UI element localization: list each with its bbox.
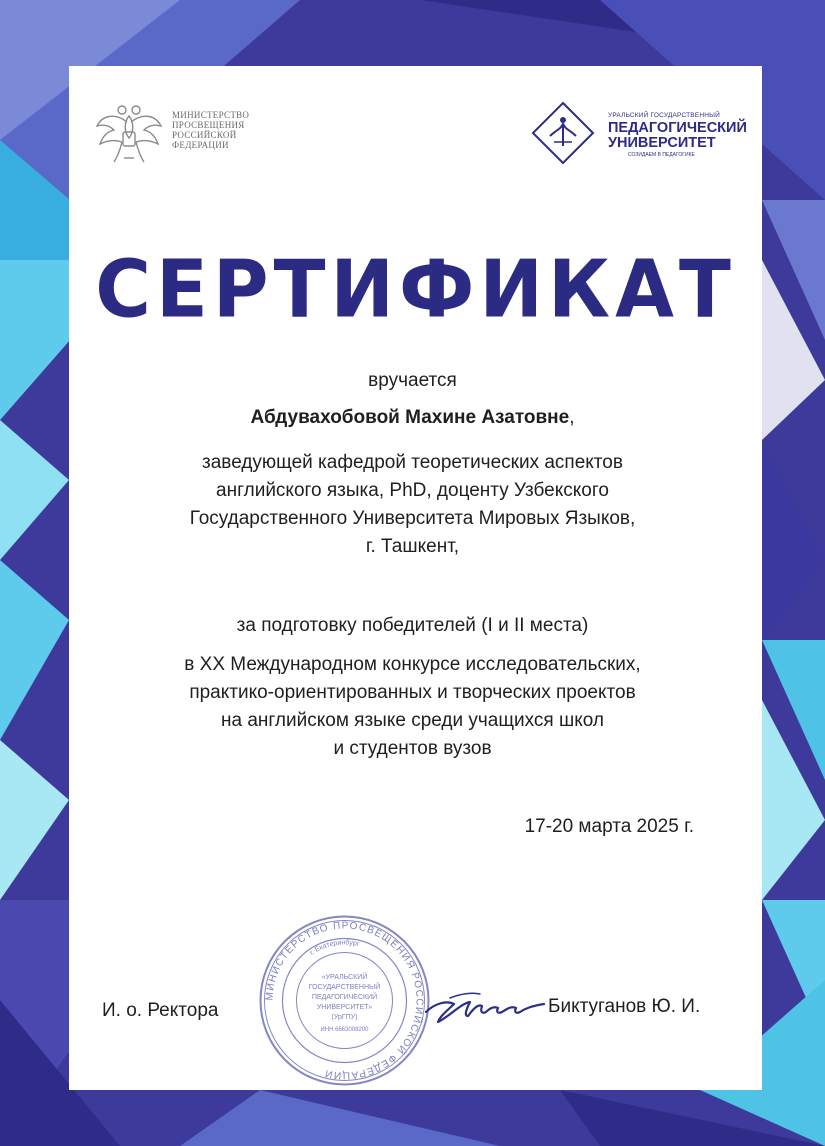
awarded-text: вручается bbox=[368, 370, 457, 391]
contest-line: и студентов вузов bbox=[333, 738, 492, 759]
ministry-logo bbox=[94, 102, 284, 166]
recipient-line bbox=[0, 404, 825, 431]
svg-text:(УрГПУ): (УрГПУ) bbox=[331, 1014, 358, 1021]
ministry-line: ПРОСВЕЩЕНИЯ bbox=[172, 120, 245, 130]
position-line: Государственного Университета Мировых Языков, bbox=[189, 508, 636, 529]
university-small-caption: УРАЛЬСКИЙ ГОСУДАРСТВЕННЫЙ bbox=[608, 112, 720, 119]
university-emblem-icon bbox=[530, 100, 596, 166]
svg-text:УНИВЕРСИТЕТ»: УНИВЕРСИТЕТ» bbox=[316, 1004, 373, 1011]
svg-text:г. Екатеринбург: г. Екатеринбург bbox=[308, 939, 361, 957]
contest-line: на английском языке среди учащихся школ bbox=[221, 710, 604, 731]
university-tagline: СОЗИДАЕМ В ПЕДАГОГИКЕ bbox=[628, 152, 695, 158]
eagle-emblem-icon bbox=[94, 102, 164, 166]
recipient-comma: , bbox=[569, 407, 575, 428]
svg-text:МИНИСТЕРСТВО ПРОСВЕЩЕНИЯ РОССИ: МИНИСТЕРСТВО ПРОСВЕЩЕНИЯ РОССИЙСКОЙ ФЕДЕРАЦИИ bbox=[264, 920, 425, 1081]
certificate-title: СЕРТИФИКАТ bbox=[95, 241, 736, 336]
event-date: 17-20 марта 2025 г. bbox=[524, 816, 694, 837]
position-line: г. Ташкент, bbox=[365, 536, 460, 557]
svg-text:«УРАЛЬСКИЙ: «УРАЛЬСКИЙ bbox=[321, 974, 368, 981]
contest-line: в XX Международном конкурсе исследовательских, bbox=[184, 654, 641, 675]
position-line: заведующей кафедрой теоретических аспектов bbox=[202, 452, 623, 473]
svg-text:ПЕДАГОГИЧЕСКИЙ: ПЕДАГОГИЧЕСКИЙ bbox=[311, 994, 378, 1001]
ministry-name bbox=[172, 110, 249, 150]
ministry-line: ФЕДЕРАЦИИ bbox=[172, 140, 229, 150]
signer-name: Биктуганов Ю. И. bbox=[548, 996, 701, 1017]
university-name-line1: ПЕДАГОГИЧЕСКИЙ bbox=[608, 120, 747, 136]
official-seal-stamp bbox=[257, 913, 432, 1088]
ministry-line: РОССИЙСКОЙ bbox=[172, 130, 237, 140]
contest-line: практико-ориентированных и творческих проектов bbox=[189, 682, 636, 703]
handwritten-signature bbox=[420, 982, 550, 1032]
reason-text: за подготовку победителей (I и II места) bbox=[236, 615, 589, 636]
university-logo bbox=[530, 100, 747, 166]
svg-text:ИНН 6663008200: ИНН 6663008200 bbox=[320, 1027, 369, 1033]
position-line: английского языка, PhD, доценту Узбекского bbox=[216, 480, 609, 501]
recipient-name: Абдувахобовой Махине Азатовне bbox=[250, 407, 570, 428]
svg-text:ГОСУДАРСТВЕННЫЙ: ГОСУДАРСТВЕННЫЙ bbox=[308, 984, 381, 991]
university-name-line2: УНИВЕРСИТЕТ bbox=[608, 135, 716, 151]
signer-role: И. о. Ректора bbox=[102, 1000, 219, 1021]
ministry-line: МИНИСТЕРСТВО bbox=[172, 110, 250, 120]
